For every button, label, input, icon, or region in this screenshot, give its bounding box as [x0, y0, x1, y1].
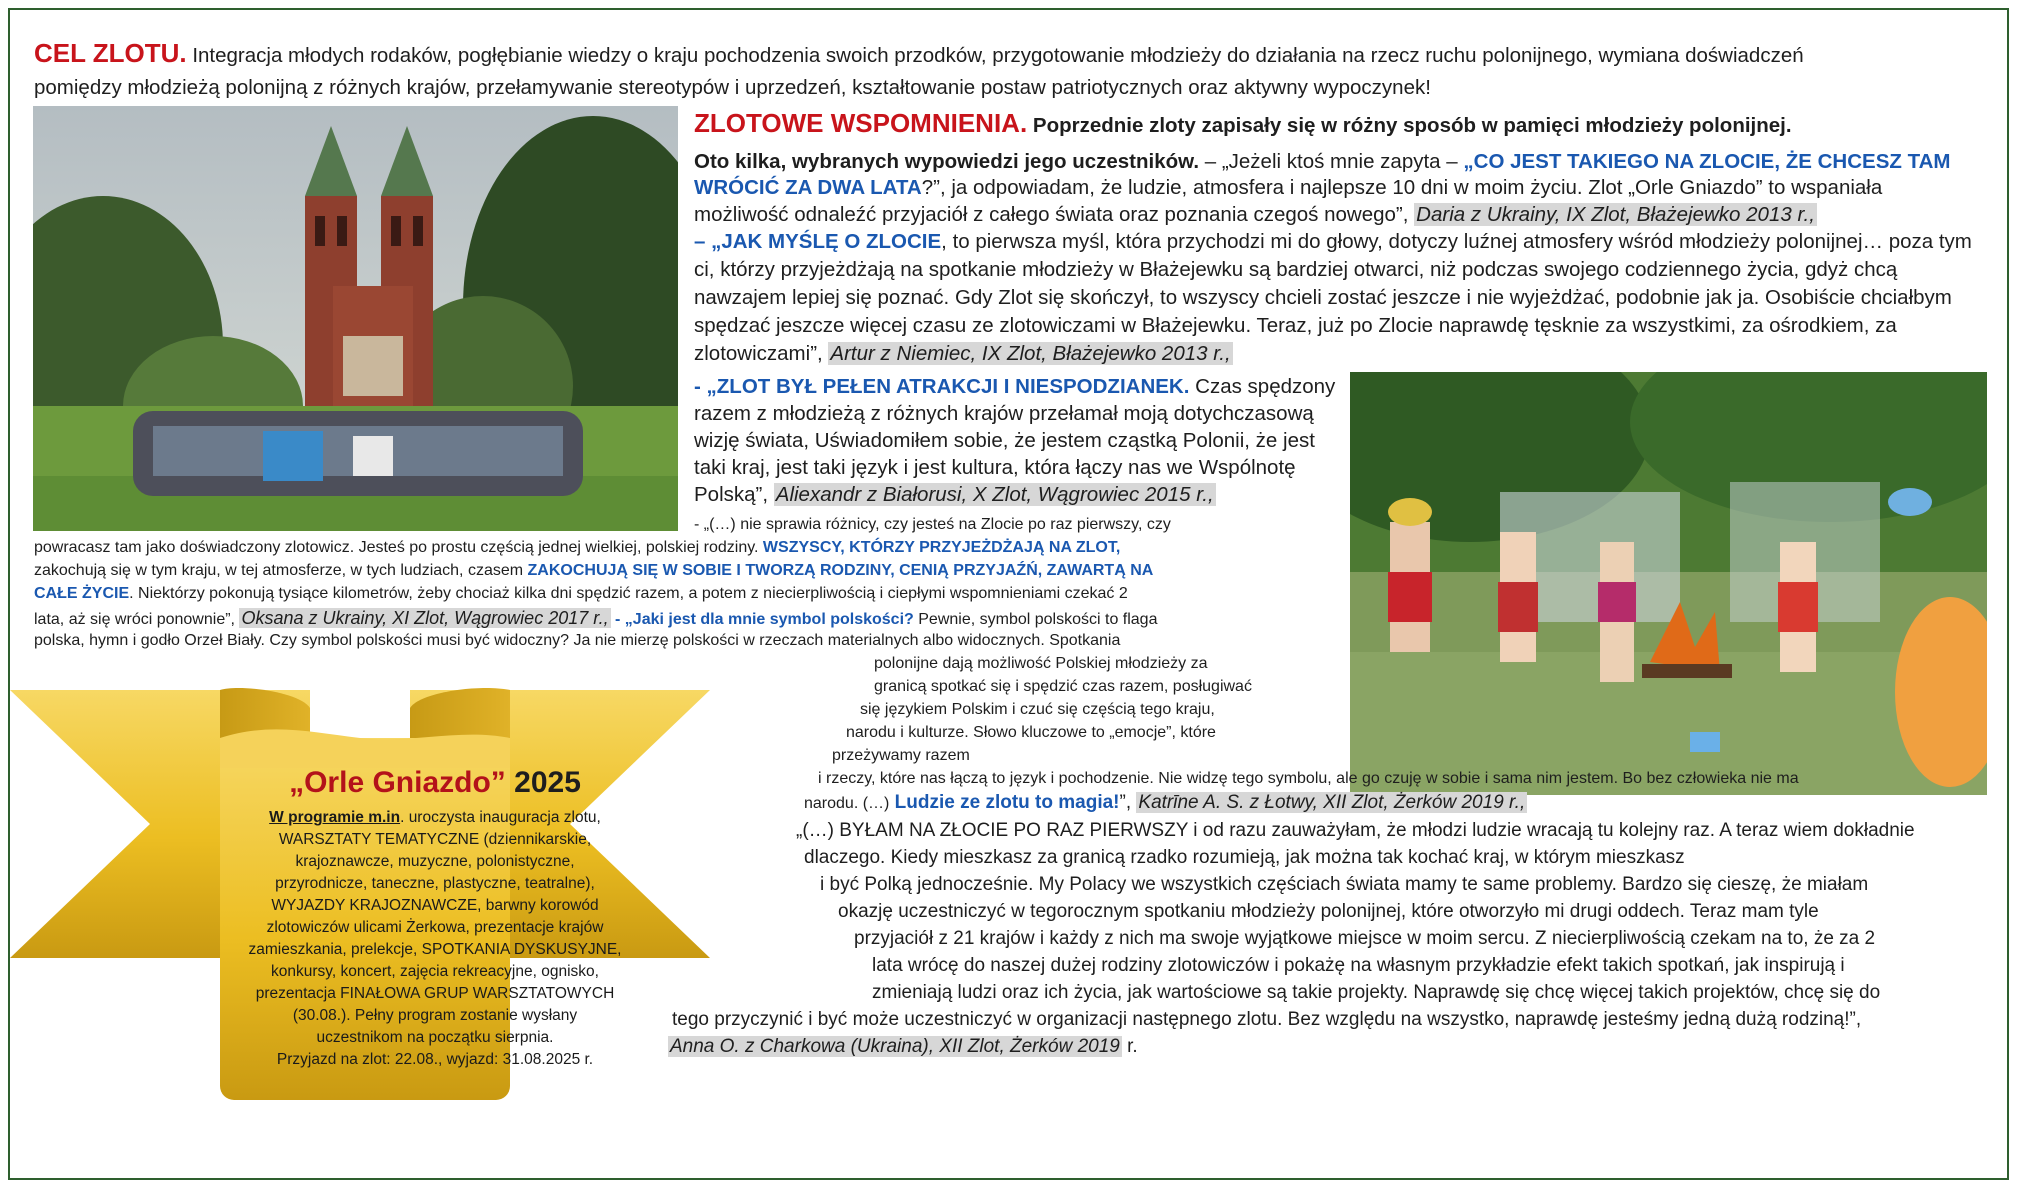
program-banner-text	[210, 765, 660, 1071]
dancers-photo	[1350, 372, 1987, 795]
banner-title: „Orle Gniazdo” 2025	[289, 766, 581, 799]
attribution-katrine: Katrīne A. S. z Łotwy, XII Zlot, Żerków 2019 r.,	[1138, 792, 1526, 813]
memories-line-1: Oto kilka, wybranych wypowiedzi jego uczestników. – „Jeżeli ktoś mnie zapyta – „CO JEST TAKIEGO NA ZLOCIE, ŻE CHCESZ TAM	[694, 150, 1951, 173]
memories-line-4: – „JAK MYŚLĘ O ZLOCIE, to pierwsza myśl, która przychodzi mi do głowy, dotyczy luźnej atmosfery wśród młodzieży polonijnej… poza tym	[694, 230, 1972, 253]
goal-heading: CEL ZLOTU.	[34, 38, 187, 68]
goal-text-1: Integracja młodych rodaków, pogłębianie wiedzy o kraju pochodzenia swoich przodków, przygotowanie młodzieży do działania na rzecz ruchu polonijnego, wymiana doświadczeń	[192, 44, 1804, 67]
banner-program: W programie m.in. uroczysta inauguracja zlotu, WARSZTATY TEMATYCZNE (dziennikarskie, krajoznawcze, muzyczne, polonistyczne, przyrodnicze, taneczne, plastyczne, teatralne), WYJAZDY KRAJOZNAWCZE, barwny korowód zlotowiczów ulicami Żerkowa, prezentacje krajów zamieszkania, prelekcje, SPOTKANIA DYSKUSYJNE, konkursy, koncert, zajęcia rekreacyjne, ognisko, prezentacja FINAŁOWA GRUP WARSZTATOWYCH (30.08.). Pełny program zostanie wysłany uczestnikom na początku sierpnia. Przyjazd na zlot: 22.08., wyjazd: 31.08.2025 r.	[210, 807, 660, 1071]
attribution-artur: Artur z Niemiec, IX Zlot, Błażejewko 2013 r.,	[830, 342, 1231, 365]
memories-line-3: możliwość odnaleźć przyjaciół z całego świata oraz poznania czegoś nowego”, Daria z Ukrainy, IX Zlot, Błażejewko 2013 r.,	[694, 203, 1815, 226]
attribution-oksana: Oksana z Ukrainy, XI Zlot, Wągrowiec 2017 r.,	[241, 608, 609, 628]
goal-text-2: pomiędzy młodzieżą polonijną z różnych krajów, przełamywanie stereotypów i uprzedzeń, kształtowanie postaw patriotycznych oraz aktywny wypoczynek!	[34, 76, 1431, 99]
cathedral-group-photo	[33, 106, 678, 531]
goal-line-2	[34, 74, 1431, 101]
arrival-dates: Przyjazd na zlot: 22.08., wyjazd: 31.08.2025 r.	[276, 1051, 594, 1068]
attribution-anna: Anna O. z Charkowa (Ukraina), XII Zlot, Żerków 2019	[670, 1036, 1120, 1057]
memories-intro: Poprzednie zloty zapisały się w różny sposób w pamięci młodzieży polonijnej.	[1032, 114, 1792, 137]
attribution-aliexandr: Aliexandr z Białorusi, X Zlot, Wągrowiec 2015 r.,	[775, 483, 1214, 506]
memories-line-0	[694, 110, 1792, 139]
memories-heading: ZLOTOWE WSPOMNIENIA.	[694, 108, 1028, 138]
goal-line-1	[34, 40, 1804, 69]
attribution-daria: Daria z Ukrainy, IX Zlot, Błażejewko 2013 r.,	[1416, 203, 1815, 226]
memories-line-2: WRÓCIĆ ZA DWA LATA?”, ja odpowiadam, że ludzie, atmosfera i najlepsze 10 dni w moim życiu. Zlot „Orle Gniazdo” to wspaniała	[694, 176, 1883, 199]
